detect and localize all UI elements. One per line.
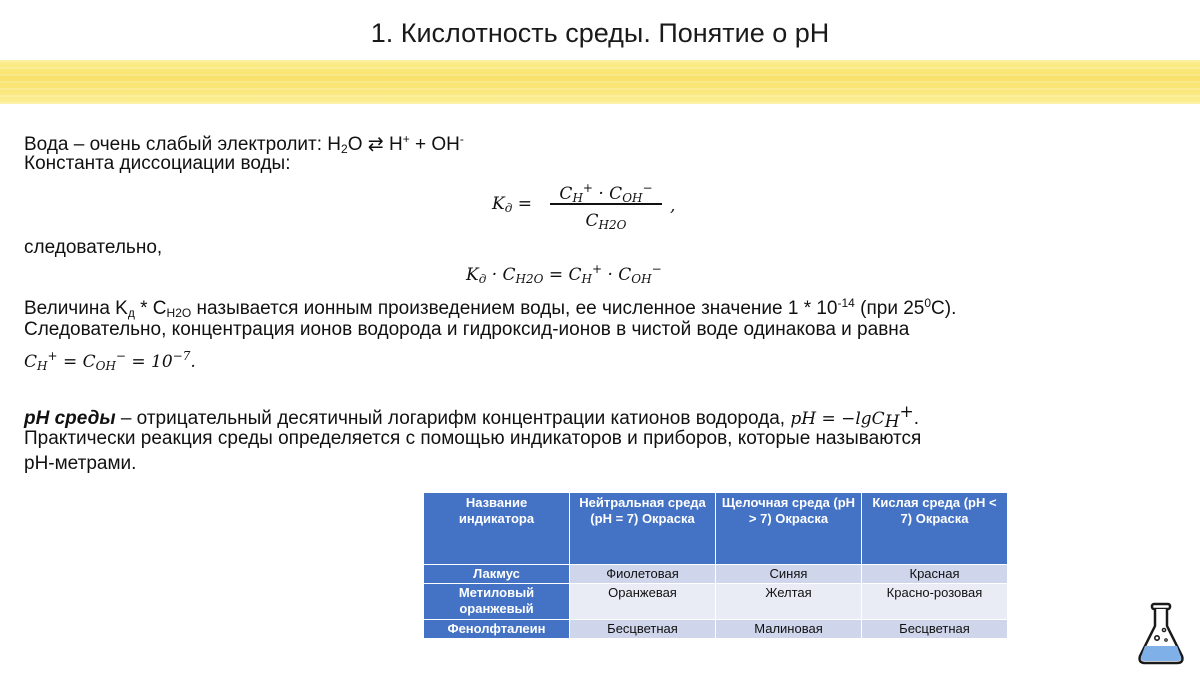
text-line-water: Вода – очень слабый электролит: $H_2O$ ⇄ H+ + OH- xyxy=(24,132,464,156)
text-line-indicators: Практически реакция среды определяется с помощью индикаторов и приборов, которые называются xyxy=(24,428,922,449)
indicator-table xyxy=(423,492,1008,639)
table-header: Щелочная среда (pH > 7) Окраска xyxy=(716,493,862,565)
text-line-ionic-product: Величина $K_д * C_{H2O}$ называется ионным произведением воды, ее численное значение $1 * 10^{-14}$ (при $25^0С$). xyxy=(24,296,957,320)
table-row: Лакмус Фиолетовая Синяя Красная xyxy=(424,565,1008,584)
fraction-numerator: $C_H^+ \cdot C_{OH}^-$ xyxy=(559,181,653,205)
text-line-therefore: следовательно, xyxy=(24,237,163,258)
formula-fraction xyxy=(550,176,662,233)
text-line-ph-definition: pH среды – отрицательный десятичный логарифм концентрации катионов водорода, pH = −lgC$_H$+. xyxy=(24,402,920,432)
table-row: Фенолфталеин Бесцветная Малиновая Бесцветная xyxy=(424,620,1008,639)
text-line-ph-meters: pH-метрами. xyxy=(24,453,137,474)
ph-term: pH среды xyxy=(24,408,116,429)
table-header: Кислая среда (pH < 7) Окраска xyxy=(862,493,1008,565)
decorative-stripe xyxy=(0,60,1200,104)
ionic-product-formula: $K_д \cdot C_{H2O} = C_H^+ \cdot C_{OH}^-$ xyxy=(466,262,662,286)
formula-concentration-values: $C_H^+ = C_{OH}^- = 10^{-7}$. xyxy=(24,349,196,373)
text-line-concentration: Следовательно, концентрация ионов водорода и гидроксид-ионов в чистой воде одинакова и равна xyxy=(24,319,910,340)
slide-title: 1. Кислотность среды. Понятие о pH xyxy=(370,18,830,48)
table-header: Нейтральная среда (pH = 7) Окраска xyxy=(570,493,716,565)
fraction-denominator: $C_{H2O}$ xyxy=(585,210,627,232)
text-line-constant: Константа диссоциации воды: xyxy=(24,153,291,174)
table-header: Название индикатора xyxy=(424,493,570,565)
flask-icon xyxy=(1136,602,1186,666)
table-row: Метиловый оранжевый Оранжевая Желтая Красно-розовая xyxy=(424,584,1008,620)
